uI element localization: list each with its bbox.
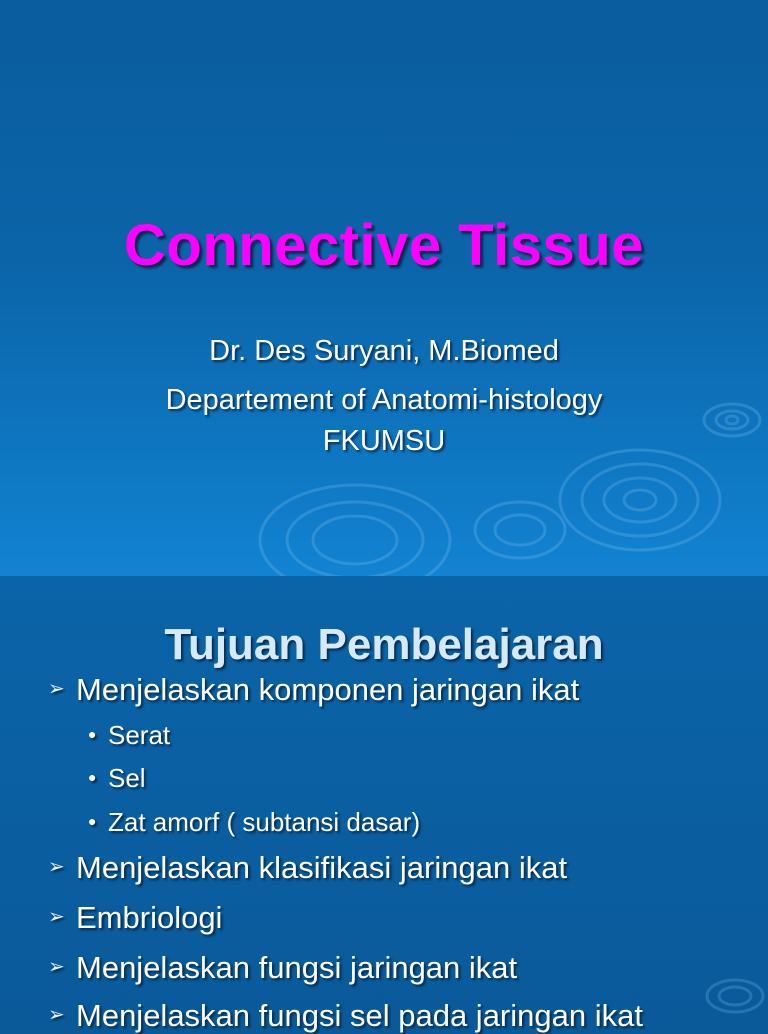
- department-name: Departement of Anatomi-histology: [165, 384, 603, 416]
- list-item: ➢ Menjelaskan fungsi sel pada jaringan ikat: [48, 998, 643, 1033]
- author-name: Dr. Des Suryani, M.Biomed: [209, 335, 559, 367]
- arrow-right-icon: ➢: [48, 856, 65, 879]
- slide-title: Connective Tissue: [124, 213, 644, 278]
- sub-list-item: ● Serat: [88, 720, 171, 750]
- institution-name: FKUMSU: [322, 425, 446, 457]
- arrow-right-icon: ➢: [48, 906, 65, 929]
- list-item: ➢ Menjelaskan fungsi jaringan ikat: [48, 950, 518, 985]
- arrow-right-icon: ➢: [48, 1004, 65, 1027]
- dot-icon: ●: [88, 769, 97, 785]
- sub-list-item: ● Zat amorf ( subtansi dasar): [88, 807, 421, 837]
- list-item: ➢ Menjelaskan komponen jaringan ikat: [48, 672, 580, 707]
- arrow-right-icon: ➢: [48, 956, 65, 979]
- dot-icon: ●: [88, 813, 97, 829]
- arrow-right-icon: ➢: [48, 678, 65, 701]
- sub-list-item: ● Sel: [88, 763, 146, 793]
- list-item: ➢ Embriologi: [48, 900, 223, 935]
- objectives-heading: Tujuan Pembelajaran: [164, 620, 604, 669]
- dot-icon: ●: [88, 726, 97, 742]
- list-item: ➢ Menjelaskan klasifikasi jaringan ikat: [48, 850, 568, 885]
